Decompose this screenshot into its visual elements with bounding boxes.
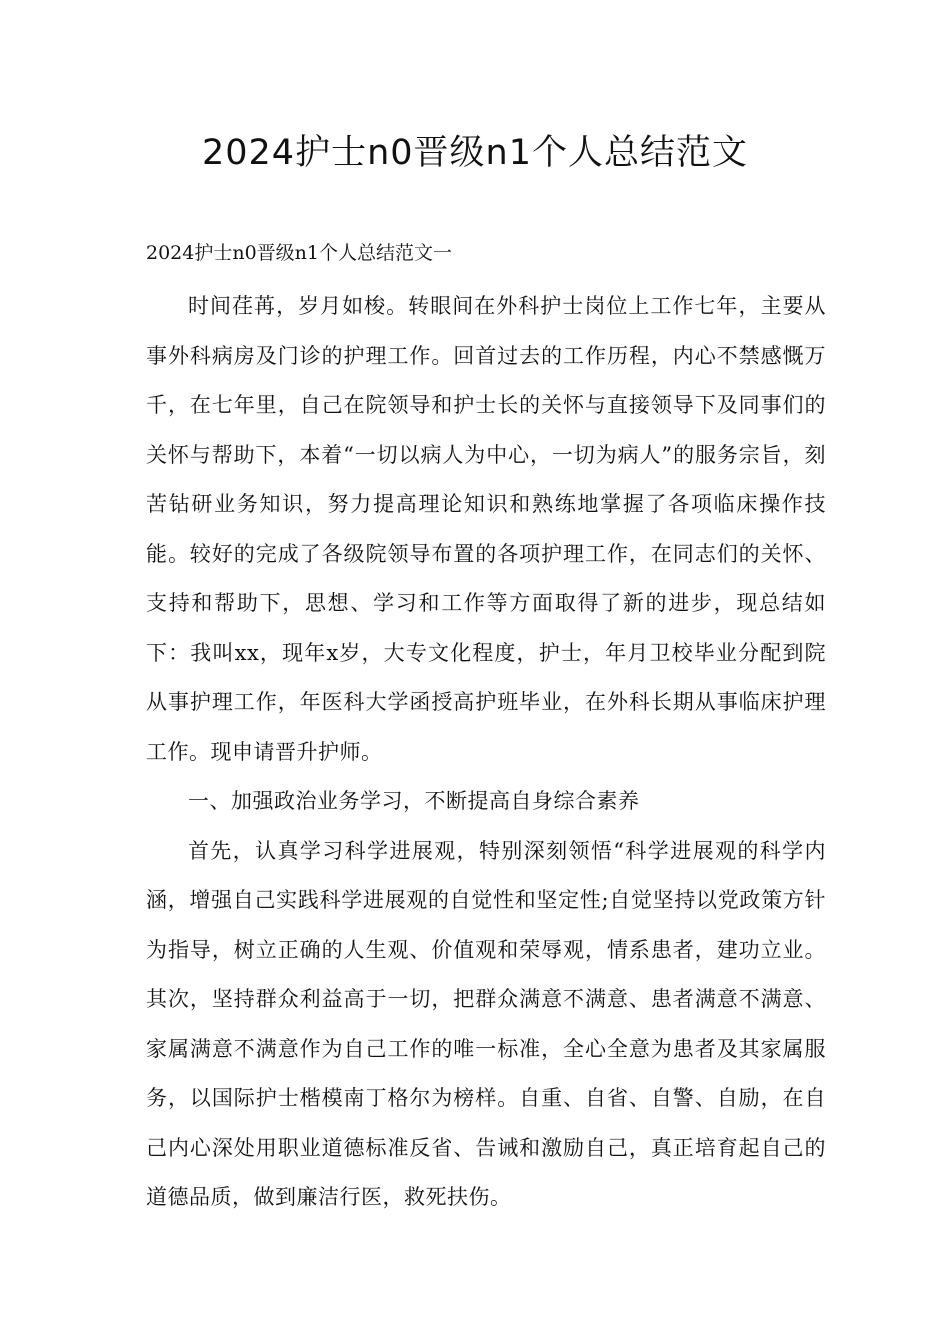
- document-subtitle: 2024护士n0晋级n1个人总结范文一: [146, 242, 453, 264]
- paragraph-section-1: 首先，认真学习科学进展观，特别深刻领悟“科学进展观的科学内涵，增强自己实践科学进展观的自觉性和坚定性;自觉坚持以党政策方针为指导，树立正确的人生观、价值观和荣辱观，情系患者，建功立业。 其次，坚持群众利益高于一切，把群众满意不满意、患者满意不满意、家属满意不满意作为自己工作的唯一标准，全心全意为患者及其家属服务，以国际护士楷模南丁格尔为榜样。自重、自省、自警、自励，在自己内心深处用职业道德标准反省、告诫和激励自己，真正培育起自己的道德品质，做到廉洁行医，救死扶伤。: [146, 838, 826, 1209]
- document-title: 2024护士n0晋级n1个人总结范文: [202, 133, 748, 173]
- document-body: [146, 282, 826, 1223]
- section-heading-1: 一、加强政治业务学习，不断提高自身综合素养: [188, 789, 640, 813]
- paragraph-intro: 时间荏苒，岁月如梭。转眼间在外科护士岗位上工作七年，主要从事外科病房及门诊的护理工作。回首过去的工作历程，内心不禁感慨万千，在七年里，自己在院领导和护士长的关怀与直接领导下及同事们的关怀与帮助下，本着“一切以病人为中心，一切为病人”的服务宗旨，刻苦钻研业务知识，努力提高理论知识和熟练地掌握了各项临床操作技能。较好的完成了各级院领导布置的各项护理工作，在同志们的关怀、支持和帮助下，思想、学习和工作等方面取得了新的进步，现总结如下：我叫xx，现年x岁，大专文化程度，护士，年月卫校毕业分配到院从事护理工作，年医科大学函授高护班毕业，在外科长期从事临床护理工作。现申请晋升护师。: [146, 294, 826, 764]
